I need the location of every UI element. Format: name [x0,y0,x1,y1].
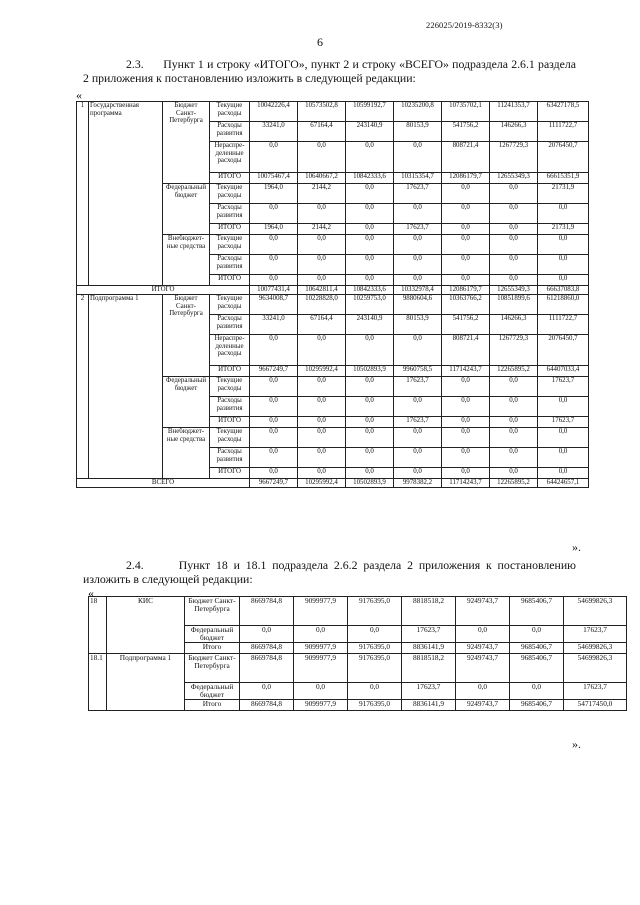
value-cell: 80153,9 [394,122,442,142]
value-cell: 67164,4 [298,122,346,142]
value-cell: 0,0 [394,335,442,366]
expense-type: Расходы развития [210,397,250,417]
expense-type: ИТОГО [210,468,250,479]
value-cell: 0,0 [346,468,394,479]
value-cell: 0,0 [240,626,294,643]
total-value-cell: 10077431,4 [250,286,298,295]
value-cell: 17623,7 [402,626,456,643]
value-cell: 8836141,9 [402,700,456,711]
expense-type: Нераспре-деленные расходы [210,335,250,366]
value-cell: 9099977,9 [294,643,348,654]
value-cell: 80153,9 [394,315,442,335]
value-cell: 0,0 [394,275,442,286]
value-cell: 0,0 [394,397,442,417]
value-cell: 8818518,2 [402,654,456,683]
expense-type: Текущие расходы [210,102,250,122]
value-cell: 1964,0 [250,224,298,235]
paragraph-2-4-text: Пункт 18 и 18.1 подраздела 2.6.2 раздела 2 приложения к постановлению изложить в следующей редакции: [83,558,576,586]
open-quote-1: « [76,88,82,102]
program-name: КИС [107,597,185,654]
value-cell: 54699826,3 [564,654,627,683]
value-cell: 8669784,8 [240,654,294,683]
value-cell: 2076450,7 [538,142,589,173]
row-number: 1 [77,102,89,286]
total-value-cell: 10842333,6 [346,286,394,295]
value-cell: 0,0 [346,255,394,275]
value-cell: 10735702,1 [442,102,490,122]
total-value-cell: 12655349,3 [490,286,538,295]
value-cell: 0,0 [298,397,346,417]
value-cell: 8669784,8 [240,643,294,654]
funding-source: Федеральный бюджет [163,377,210,428]
value-cell: 243140,9 [346,315,394,335]
value-cell: 0,0 [490,448,538,468]
value-cell: 0,0 [294,683,348,700]
value-cell: 0,0 [346,335,394,366]
total-value-cell: 12265895,2 [490,479,538,488]
value-cell: 0,0 [346,397,394,417]
value-cell: 0,0 [538,275,589,286]
value-cell: 0,0 [298,417,346,428]
value-cell: 0,0 [442,204,490,224]
value-cell: 0,0 [346,275,394,286]
funding-table-2-6-1 [76,101,589,488]
value-cell: 1111722,7 [538,122,589,142]
value-cell: 9685406,7 [510,597,564,626]
value-cell: 9176395,0 [348,643,402,654]
value-cell: 9099977,9 [294,597,348,626]
total-value-cell: 11714243,7 [442,479,490,488]
value-cell: 17623,7 [538,377,589,397]
expense-type: Текущие расходы [210,377,250,397]
paragraph-2-3 [83,57,576,85]
document-number: 226025/2019-8332(3) [426,20,503,30]
value-cell: 8669784,8 [240,597,294,626]
row-number: 18.1 [89,654,107,711]
close-quote-2: ». [572,737,581,751]
value-cell: 9249743,7 [456,643,510,654]
value-cell: 0,0 [394,255,442,275]
value-cell: 17623,7 [402,683,456,700]
value-cell: 0,0 [298,468,346,479]
value-cell: 1111722,7 [538,315,589,335]
value-cell: 0,0 [490,204,538,224]
value-cell: 0,0 [442,468,490,479]
value-cell: 541756,2 [442,315,490,335]
value-cell: 0,0 [442,448,490,468]
value-cell: 1964,0 [250,184,298,204]
total-value-cell: 9978382,2 [394,479,442,488]
value-cell: 10363766,2 [442,295,490,315]
value-cell: 0,0 [346,204,394,224]
value-cell: 0,0 [538,204,589,224]
value-cell: 0,0 [346,377,394,397]
value-cell: 0,0 [298,142,346,173]
value-cell: 0,0 [250,335,298,366]
total-value-cell: 64424657,1 [538,479,589,488]
value-cell: 0,0 [538,468,589,479]
value-cell: 54717450,0 [564,700,627,711]
value-cell: 0,0 [394,204,442,224]
value-cell: 243140,9 [346,122,394,142]
value-cell: 0,0 [298,255,346,275]
value-cell: 8836141,9 [402,643,456,654]
value-cell: 0,0 [346,417,394,428]
value-cell: 54699826,3 [564,643,627,654]
value-cell: 61218860,0 [538,295,589,315]
funding-source: Федеральный бюджет [185,626,240,643]
value-cell: 0,0 [442,235,490,255]
page-number: 6 [317,35,323,49]
value-cell: 63427178,5 [538,102,589,122]
value-cell: 0,0 [250,428,298,448]
value-cell: 0,0 [394,468,442,479]
close-quote-1: ». [572,540,581,554]
total-value-cell: 9667249,7 [250,479,298,488]
value-cell: 9249743,7 [456,597,510,626]
value-cell: 0,0 [538,235,589,255]
value-cell: 808721,4 [442,335,490,366]
value-cell: 0,0 [510,683,564,700]
value-cell: 2076450,7 [538,335,589,366]
value-cell: 10851899,6 [490,295,538,315]
total-value-cell: 10332978,4 [394,286,442,295]
value-cell: 0,0 [294,626,348,643]
expense-type: Текущие расходы [210,184,250,204]
value-cell: 9099977,9 [294,654,348,683]
value-cell: 0,0 [394,235,442,255]
value-cell: 0,0 [298,448,346,468]
value-cell: 0,0 [490,255,538,275]
expense-type: Текущие расходы [210,428,250,448]
value-cell: 0,0 [250,142,298,173]
paragraph-2-4 [83,558,576,586]
value-cell: 0,0 [250,417,298,428]
value-cell: 0,0 [456,626,510,643]
value-cell: 2144,2 [298,224,346,235]
value-cell: 33241,0 [250,315,298,335]
value-cell: 10075467,4 [250,173,298,184]
table-row [89,654,627,683]
value-cell: 12086179,7 [442,173,490,184]
value-cell: 17623,7 [394,184,442,204]
expense-type: ИТОГО [210,275,250,286]
value-cell: 66615351,9 [538,173,589,184]
program-name: Подпрограмма 1 [89,295,163,479]
funding-source: Федеральный бюджет [163,184,210,235]
expense-type: Текущие расходы [210,235,250,255]
value-cell: 10599192,7 [346,102,394,122]
value-cell: 0,0 [442,397,490,417]
value-cell: 9249743,7 [456,700,510,711]
value-cell: 12265895,2 [490,366,538,377]
value-cell: 17623,7 [538,417,589,428]
value-cell: 10502893,9 [346,366,394,377]
total-row [77,286,589,295]
table-row [89,597,627,626]
value-cell: 0,0 [346,448,394,468]
value-cell: 21731,9 [538,224,589,235]
value-cell: 8669784,8 [240,700,294,711]
table-row [77,295,589,315]
value-cell: 0,0 [346,235,394,255]
value-cell: 0,0 [490,468,538,479]
expense-type: Расходы развития [210,204,250,224]
total-label: ИТОГО [77,286,250,295]
value-cell: 9634008,7 [250,295,298,315]
value-cell: 0,0 [442,255,490,275]
value-cell: 2144,2 [298,184,346,204]
table-row [77,102,589,122]
value-cell: 0,0 [250,448,298,468]
value-cell: 0,0 [510,626,564,643]
value-cell: 1267729,3 [490,142,538,173]
paragraph-2-3-text: Пункт 1 и строку «ИТОГО», пункт 2 и строку «ВСЕГО» подраздела 2.6.1 раздела 2 приложения к постановлению изложить в следующей редакции: [83,57,576,85]
total-value-cell: 12086179,7 [442,286,490,295]
value-cell: 0,0 [346,184,394,204]
value-cell: 9176395,0 [348,700,402,711]
value-cell: 0,0 [394,428,442,448]
expense-type: Текущие расходы [210,295,250,315]
value-cell: 9685406,7 [510,654,564,683]
funding-table-2-6-2 [88,596,627,711]
value-cell: 11241353,7 [490,102,538,122]
value-cell: 0,0 [394,142,442,173]
value-cell: 10295992,4 [298,366,346,377]
funding-source: Бюджет Санкт-Петербурга [185,597,240,626]
value-cell: 541756,2 [442,122,490,142]
program-name: Подпрограмма 1 [107,654,185,711]
total-label: ВСЕГО [77,479,250,488]
total-value-cell: 66637083,8 [538,286,589,295]
value-cell: 0,0 [538,448,589,468]
value-cell: 0,0 [348,683,402,700]
value-cell: 1267729,3 [490,335,538,366]
value-cell: 0,0 [298,377,346,397]
funding-source: Бюджет Санкт-Петербурга [163,295,210,377]
expense-type: ИТОГО [210,224,250,235]
value-cell: 0,0 [442,377,490,397]
open-quote-2: « [88,586,94,600]
value-cell: 0,0 [538,397,589,417]
expense-type: Расходы развития [210,448,250,468]
value-cell: 17623,7 [394,224,442,235]
value-cell: 0,0 [394,448,442,468]
value-cell: 9176395,0 [348,654,402,683]
value-cell: 0,0 [490,235,538,255]
value-cell: 33241,0 [250,122,298,142]
value-cell: 17623,7 [394,417,442,428]
value-cell: 9960758,5 [394,366,442,377]
funding-source: Бюджет Санкт-Петербурга [185,654,240,683]
funding-source: Итого [185,643,240,654]
funding-source: Внебюджет-ные средства [163,235,210,286]
expense-type: ИТОГО [210,173,250,184]
value-cell: 808721,4 [442,142,490,173]
funding-source: Внебюджет-ные средства [163,428,210,479]
value-cell: 54699826,3 [564,597,627,626]
value-cell: 0,0 [250,377,298,397]
value-cell: 0,0 [250,397,298,417]
value-cell: 0,0 [250,204,298,224]
value-cell: 0,0 [442,184,490,204]
value-cell: 0,0 [250,468,298,479]
value-cell: 9099977,9 [294,700,348,711]
value-cell: 8818518,2 [402,597,456,626]
value-cell: 10228828,0 [298,295,346,315]
value-cell: 9685406,7 [510,643,564,654]
value-cell: 0,0 [298,204,346,224]
value-cell: 0,0 [250,235,298,255]
value-cell: 0,0 [538,428,589,448]
expense-type: ИТОГО [210,366,250,377]
paragraph-2-3-number: 2.3. [126,57,144,71]
value-cell: 0,0 [298,335,346,366]
funding-source: Итого [185,700,240,711]
value-cell: 0,0 [346,224,394,235]
value-cell: 10842333,6 [346,173,394,184]
value-cell: 10235200,8 [394,102,442,122]
value-cell: 17623,7 [394,377,442,397]
value-cell: 146266,3 [490,122,538,142]
row-number: 2 [77,295,89,479]
value-cell: 17623,7 [564,626,627,643]
value-cell: 146266,3 [490,315,538,335]
value-cell: 9880604,6 [394,295,442,315]
value-cell: 0,0 [490,397,538,417]
row-number: 18 [89,597,107,654]
expense-type: ИТОГО [210,417,250,428]
total-value-cell: 10295992,4 [298,479,346,488]
expense-type: Расходы развития [210,255,250,275]
funding-source: Федеральный бюджет [185,683,240,700]
value-cell: 0,0 [298,235,346,255]
paragraph-2-4-number: 2.4. [126,558,144,572]
value-cell: 0,0 [250,275,298,286]
value-cell: 11714243,7 [442,366,490,377]
expense-type: Расходы развития [210,122,250,142]
value-cell: 0,0 [240,683,294,700]
expense-type: Расходы развития [210,315,250,335]
program-name: Государственная программа [89,102,163,286]
value-cell: 0,0 [490,224,538,235]
total-value-cell: 10502893,9 [346,479,394,488]
value-cell: 17623,7 [564,683,627,700]
value-cell: 0,0 [298,428,346,448]
value-cell: 0,0 [346,142,394,173]
value-cell: 10640667,2 [298,173,346,184]
value-cell: 21731,9 [538,184,589,204]
value-cell: 67164,4 [298,315,346,335]
value-cell: 0,0 [456,683,510,700]
value-cell: 12655349,3 [490,173,538,184]
value-cell: 9249743,7 [456,654,510,683]
total-row [77,479,589,488]
value-cell: 0,0 [490,377,538,397]
value-cell: 0,0 [250,255,298,275]
value-cell: 0,0 [442,224,490,235]
value-cell: 10259753,0 [346,295,394,315]
value-cell: 9667249,7 [250,366,298,377]
value-cell: 9176395,0 [348,597,402,626]
value-cell: 9685406,7 [510,700,564,711]
value-cell: 0,0 [348,626,402,643]
value-cell: 0,0 [490,428,538,448]
funding-source: Бюджет Санкт-Петербурга [163,102,210,184]
value-cell: 0,0 [490,275,538,286]
value-cell: 0,0 [442,428,490,448]
value-cell: 64407033,4 [538,366,589,377]
value-cell: 0,0 [442,275,490,286]
value-cell: 0,0 [442,417,490,428]
value-cell: 0,0 [490,417,538,428]
value-cell: 0,0 [490,184,538,204]
value-cell: 0,0 [346,428,394,448]
value-cell: 0,0 [298,275,346,286]
value-cell: 10573502,8 [298,102,346,122]
expense-type: Нераспре-деленные расходы [210,142,250,173]
total-value-cell: 10642811,4 [298,286,346,295]
value-cell: 10315354,7 [394,173,442,184]
value-cell: 0,0 [538,255,589,275]
value-cell: 10042226,4 [250,102,298,122]
